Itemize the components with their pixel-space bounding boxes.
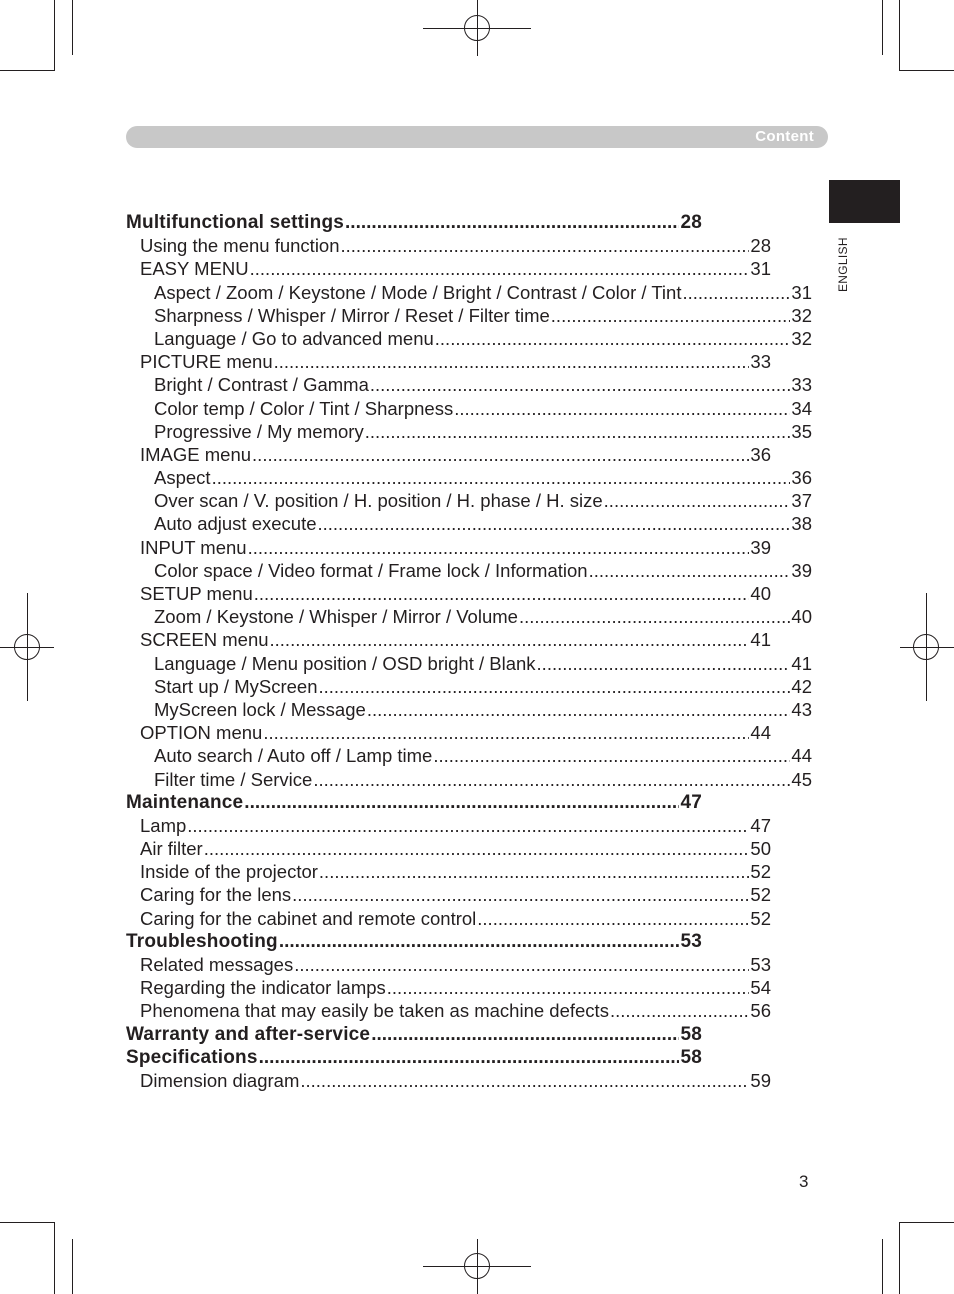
toc-entry-label: IMAGE menu <box>140 443 252 465</box>
toc-entry-label: Inside of the projector <box>140 861 318 883</box>
toc-entry-page: 40 <box>750 583 771 604</box>
toc-entry-page: 47 <box>750 814 771 836</box>
dot-leader <box>589 559 791 582</box>
toc-entry-label: Color temp / Color / Tint / Sharpness <box>154 397 454 419</box>
dot-leader <box>370 373 791 396</box>
toc-entry-label: OPTION menu <box>140 722 263 744</box>
section-header-bar <box>126 126 828 148</box>
page-number: 3 <box>799 1172 809 1191</box>
toc-entry-row[interactable] <box>126 304 812 327</box>
toc-entry-label: SETUP menu <box>140 583 253 604</box>
toc-entry-page: 35 <box>791 420 812 442</box>
toc-entry-label: Auto adjust execute <box>154 513 317 535</box>
toc-entry-row[interactable] <box>126 397 812 420</box>
dot-leader <box>551 304 791 327</box>
toc-entry-label: Color space / Video format / Frame lock / Information <box>154 559 588 581</box>
language-label: ENGLISH <box>836 237 850 292</box>
toc-entry-row[interactable] <box>126 860 771 883</box>
toc-entry-label: MyScreen lock / Message <box>154 698 366 720</box>
toc-entry-page: 32 <box>791 327 812 349</box>
toc-entry-label: Aspect / Zoom / Keystone / Mode / Bright / Contrast / Color / Tint <box>154 281 682 303</box>
toc-entry-label: INPUT menu <box>140 536 247 558</box>
toc-entry-row[interactable] <box>126 976 771 999</box>
dot-leader <box>318 675 790 698</box>
dot-leader <box>252 443 749 466</box>
dot-leader <box>454 397 790 420</box>
toc-entry-row[interactable] <box>126 628 771 651</box>
toc-entry-page: 58 <box>680 1046 702 1068</box>
toc-entry-row[interactable] <box>126 443 771 466</box>
toc-entry-row[interactable] <box>126 744 812 767</box>
toc-entry-label: Caring for the cabinet and remote control <box>140 907 477 929</box>
toc-entry-row[interactable] <box>126 907 771 930</box>
toc-entry-row[interactable] <box>126 999 771 1022</box>
toc-entry-row[interactable] <box>126 582 771 605</box>
toc-entry-label: Bright / Contrast / Gamma <box>154 374 369 396</box>
toc-entry-label: Warranty and after-service <box>126 1023 371 1045</box>
language-tab <box>829 180 900 223</box>
dot-leader <box>279 930 680 953</box>
toc-entry-label: Language / Menu position / OSD bright / Blank <box>154 652 536 674</box>
toc-entry-label: Progressive / My memory <box>154 420 364 442</box>
dot-leader <box>204 837 750 860</box>
toc-entry-row[interactable] <box>126 953 771 976</box>
toc-entry-row[interactable] <box>126 768 812 791</box>
toc-entry-page: 42 <box>791 675 812 697</box>
toc-section-row[interactable] <box>126 791 702 814</box>
toc-entry-page: 32 <box>791 304 812 326</box>
toc-entry-row[interactable] <box>126 327 812 350</box>
toc-entry-page: 31 <box>750 258 771 280</box>
toc-entry-label: Specifications <box>126 1046 258 1068</box>
dot-leader <box>371 1023 679 1046</box>
toc-entry-page: 56 <box>750 1000 771 1022</box>
toc-entry-label: Filter time / Service <box>154 768 313 790</box>
toc-entry-page: 39 <box>750 536 771 558</box>
toc-entry-row[interactable] <box>126 698 812 721</box>
toc-entry-label: Caring for the lens <box>140 884 292 906</box>
toc-entry-label: Start up / MyScreen <box>154 675 318 697</box>
toc-entry-page: 53 <box>750 954 771 975</box>
toc-entry-label: PICTURE menu <box>140 351 273 373</box>
toc-entry-row[interactable] <box>126 512 812 535</box>
toc-entry-label: Using the menu function <box>140 235 340 257</box>
toc-entry-page: 44 <box>791 745 812 767</box>
toc-entry-page: 37 <box>791 490 812 512</box>
toc-entry-row[interactable] <box>126 420 812 443</box>
toc-entry-row[interactable] <box>126 652 812 675</box>
dot-leader <box>433 744 790 767</box>
toc-entry-page: 36 <box>750 443 771 465</box>
toc-entry-row[interactable] <box>126 675 812 698</box>
toc-entry-page: 41 <box>750 629 771 651</box>
toc-entry-row[interactable] <box>126 1069 771 1092</box>
toc-entry-label: Aspect <box>154 467 211 489</box>
dot-leader <box>387 976 750 999</box>
toc-entry-label: Multifunctional settings <box>126 212 345 233</box>
dot-leader <box>259 1046 680 1069</box>
dot-leader <box>292 883 749 906</box>
toc-entry-page: 39 <box>791 559 812 581</box>
dot-leader <box>477 907 749 930</box>
toc-entry-label: SCREEN menu <box>140 629 269 651</box>
dot-leader <box>274 350 750 373</box>
dot-leader <box>365 420 791 443</box>
toc-entry-label: Maintenance <box>126 791 244 813</box>
toc-entry-label: Auto search / Auto off / Lamp time <box>154 745 433 767</box>
toc-entry-page: 36 <box>791 467 812 489</box>
toc-entry-row[interactable] <box>126 489 812 512</box>
toc-entry-row[interactable] <box>126 883 771 906</box>
dot-leader <box>250 257 750 280</box>
dot-leader <box>244 791 679 814</box>
toc-section-row[interactable] <box>126 1023 702 1046</box>
toc-entry-label: Air filter <box>140 838 203 860</box>
dot-leader <box>519 605 790 628</box>
dot-leader <box>435 327 791 350</box>
toc-entry-row[interactable] <box>126 721 771 744</box>
toc-entry-row[interactable] <box>126 837 771 860</box>
toc-section-row[interactable] <box>126 930 702 953</box>
toc-entry-row[interactable] <box>126 605 812 628</box>
dot-leader <box>212 466 791 489</box>
toc-entry-page: 59 <box>750 1069 771 1091</box>
toc-entry-row[interactable] <box>126 281 812 304</box>
toc-entry-label: Language / Go to advanced menu <box>154 327 434 349</box>
toc-entry-row[interactable] <box>126 257 771 280</box>
dot-leader <box>682 281 790 304</box>
toc-entry-page: 52 <box>750 884 771 906</box>
toc-entry-label: Related messages <box>140 954 294 975</box>
dot-leader <box>345 211 679 234</box>
toc-entry-page: 50 <box>750 838 771 860</box>
toc-entry-row[interactable] <box>126 466 812 489</box>
toc-entry-page: 34 <box>791 397 812 419</box>
toc-entry-label: Regarding the indicator lamps <box>140 977 386 999</box>
toc-entry-row[interactable] <box>126 234 771 257</box>
toc-entry-row[interactable] <box>126 814 771 837</box>
toc-entry-label: Troubleshooting <box>126 930 278 952</box>
dot-leader <box>187 814 749 837</box>
toc-entry-label: Lamp <box>140 814 187 836</box>
toc-entry-page: 52 <box>750 907 771 929</box>
toc-section-row[interactable] <box>126 211 702 234</box>
dot-leader <box>248 536 750 559</box>
toc-entry-row[interactable] <box>126 373 812 396</box>
toc-entry-page: 33 <box>791 374 812 396</box>
toc-entry-label: Sharpness / Whisper / Mirror / Reset / Filter time <box>154 304 550 326</box>
dot-leader <box>537 652 791 675</box>
toc-entry-page: 31 <box>791 281 812 303</box>
toc-entry-page: 28 <box>680 212 702 233</box>
dot-leader <box>610 999 749 1022</box>
dot-leader <box>341 234 750 257</box>
dot-leader <box>300 1069 749 1092</box>
dot-leader <box>318 512 791 535</box>
dot-leader <box>270 628 750 651</box>
toc-entry-label: Over scan / V. position / H. position / H. phase / H. size <box>154 490 603 512</box>
toc-entry-page: 38 <box>791 513 812 535</box>
dot-leader <box>263 721 749 744</box>
section-header-label: Content <box>755 128 814 145</box>
toc-entry-page: 53 <box>680 930 702 952</box>
toc-entry-label: Zoom / Keystone / Whisper / Mirror / Volume <box>154 606 518 628</box>
toc-entry-page: 47 <box>680 791 702 813</box>
dot-leader <box>294 953 749 976</box>
toc-entry-page: 52 <box>750 861 771 883</box>
toc-entry-page: 41 <box>791 652 812 674</box>
toc-entry-row[interactable] <box>126 536 771 559</box>
toc-entry-page: 40 <box>791 606 812 628</box>
dot-leader <box>313 768 790 791</box>
toc-section-row[interactable] <box>126 1046 702 1069</box>
toc-entry-page: 44 <box>750 722 771 744</box>
toc-entry-label: Dimension diagram <box>140 1069 300 1091</box>
toc-entry-page: 58 <box>680 1023 702 1045</box>
toc-entry-row[interactable] <box>126 559 812 582</box>
toc-entry-row[interactable] <box>126 350 771 373</box>
dot-leader <box>319 860 750 883</box>
toc-entry-page: 45 <box>791 768 812 790</box>
toc-entry-label: EASY MENU <box>140 258 249 280</box>
toc-entry-label: Phenomena that may easily be taken as machine defects <box>140 1000 609 1022</box>
toc-entry-page: 33 <box>750 351 771 373</box>
toc-entry-page: 28 <box>750 235 771 257</box>
toc-entry-page: 54 <box>750 977 771 999</box>
dot-leader <box>367 698 791 721</box>
toc-entry-page: 43 <box>791 698 812 720</box>
dot-leader <box>604 489 791 512</box>
table-of-contents <box>126 211 812 1092</box>
dot-leader <box>254 582 750 605</box>
